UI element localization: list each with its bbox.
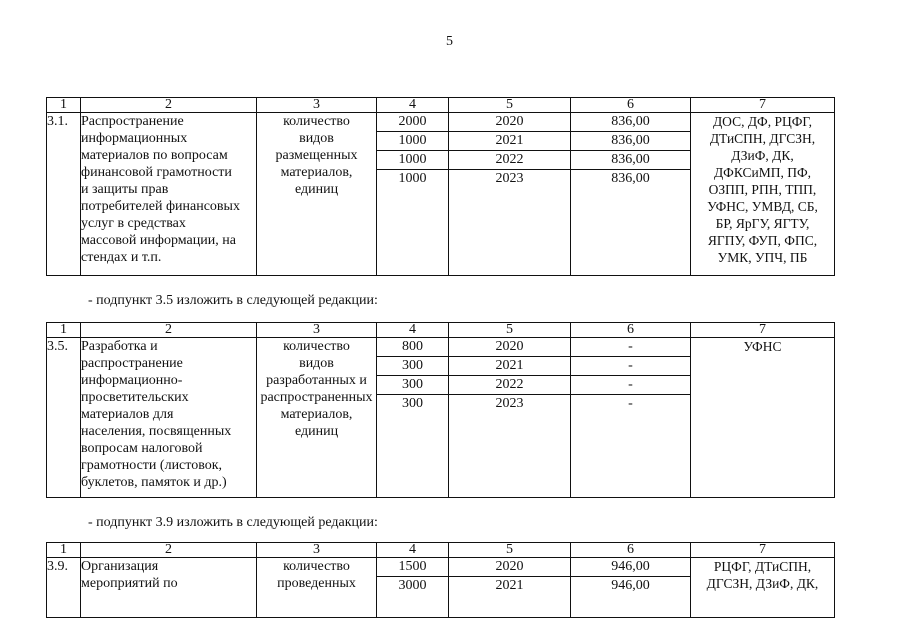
indicator-unit-line: единиц <box>294 424 339 439</box>
indicator-unit-line: видов <box>299 131 334 146</box>
responsible-executors <box>691 113 835 276</box>
responsible-line: УМК, УПЧ, ПБ <box>717 250 808 265</box>
indicator-unit-line: количество <box>283 339 350 354</box>
item-name-line: распространение <box>81 356 183 371</box>
column-number-cell: 6 <box>571 543 691 558</box>
value-sum: 946,00 <box>571 558 690 577</box>
value-list <box>377 338 448 413</box>
column-number-cell: 5 <box>449 323 571 338</box>
value-qty: 2000 <box>377 113 448 132</box>
responsible-line: УФНС, УМВД, СБ, <box>707 199 818 214</box>
item-name-line: потребителей финансовых <box>81 199 240 214</box>
item-name-line: и защиты прав <box>81 182 169 197</box>
indicator-unit-line: разработанных и <box>266 373 367 388</box>
value-sum: 836,00 <box>571 132 690 151</box>
indicator-unit-line: видов <box>299 356 334 371</box>
indicator-unit-line: материалов, <box>280 165 353 180</box>
item-name-line: массовой информации, на <box>81 233 236 248</box>
item-name <box>81 338 257 498</box>
responsible-line: ОЗПП, РПН, ТПП, <box>708 182 817 197</box>
item-name-line: информационно- <box>81 373 183 388</box>
value-year: 2020 <box>449 338 570 357</box>
item-name-line: финансовой грамотности <box>81 165 232 180</box>
value-list <box>377 113 448 188</box>
value-year: 2021 <box>449 132 570 151</box>
value-column-year <box>449 113 571 276</box>
column-number-cell: 1 <box>47 98 81 113</box>
responsible-line: ДТиСПН, ДГСЗН, <box>709 131 816 146</box>
value-column-sum <box>571 338 691 498</box>
value-sum: 946,00 <box>611 578 650 593</box>
plan-table <box>46 542 835 618</box>
column-number-cell: 5 <box>449 543 571 558</box>
item-name-line: Разработка и <box>81 339 158 354</box>
value-list <box>377 558 448 595</box>
item-name-line: буклетов, памяток и др.) <box>81 475 227 490</box>
value-year: 2022 <box>449 151 570 170</box>
value-qty: 1000 <box>398 171 427 186</box>
column-number-cell: 7 <box>691 323 835 338</box>
item-name-line: Распространение <box>81 114 184 129</box>
value-year: 2022 <box>449 376 570 395</box>
value-list <box>449 113 570 188</box>
indicator-unit-line: проведенных <box>277 576 356 591</box>
responsible-line: БР, ЯрГУ, ЯГТУ, <box>715 216 810 231</box>
indicator-unit-line: размещенных <box>275 148 358 163</box>
value-year: 2021 <box>449 357 570 376</box>
value-column-qty <box>377 113 449 276</box>
value-sum: 836,00 <box>611 171 650 186</box>
value-qty: 300 <box>402 396 423 411</box>
column-number-cell: 4 <box>377 323 449 338</box>
value-qty: 1000 <box>377 151 448 170</box>
indicator-unit-line: материалов, <box>280 407 353 422</box>
item-name-line: материалов по вопросам <box>81 148 228 163</box>
indicator-unit-line: распространенных <box>260 390 373 405</box>
responsible-line: ДФКСиМП, ПФ, <box>713 165 812 180</box>
value-qty: 1000 <box>377 132 448 151</box>
item-name-line: просветительских <box>81 390 189 405</box>
value-year: 2023 <box>495 171 524 186</box>
value-column-qty <box>377 338 449 498</box>
column-number-cell: 2 <box>81 543 257 558</box>
indicator-unit <box>257 113 377 276</box>
table-row <box>47 558 835 618</box>
plan-table <box>46 322 835 498</box>
column-number-cell: 6 <box>571 98 691 113</box>
column-number-cell: 6 <box>571 323 691 338</box>
responsible-line: РЦФГ, ДТиСПН, <box>713 559 812 574</box>
item-name-line: грамотности (листовок, <box>81 458 223 473</box>
column-number-cell: 5 <box>449 98 571 113</box>
column-number-cell: 3 <box>257 543 377 558</box>
item-name <box>81 558 257 618</box>
item-name-line: информационных <box>81 131 188 146</box>
column-number-cell: 2 <box>81 98 257 113</box>
value-qty: 300 <box>377 376 448 395</box>
column-number-cell: 4 <box>377 98 449 113</box>
value-qty: 1500 <box>377 558 448 577</box>
value-list <box>449 558 570 595</box>
table-row <box>47 113 835 276</box>
value-sum: - <box>571 338 690 357</box>
item-name-line: стендах и т.п. <box>81 250 162 265</box>
value-sum: 836,00 <box>571 151 690 170</box>
value-year: 2020 <box>449 558 570 577</box>
amendment-note: - подпункт 3.5 изложить в следующей редакции: <box>88 293 378 308</box>
value-year: 2020 <box>449 113 570 132</box>
responsible-executors <box>691 558 835 618</box>
value-sum: - <box>571 376 690 395</box>
column-number-cell: 2 <box>81 323 257 338</box>
value-column-year <box>449 338 571 498</box>
indicator-unit <box>257 558 377 618</box>
indicator-unit-line: количество <box>283 559 350 574</box>
value-year: 2023 <box>495 396 524 411</box>
value-qty: 3000 <box>398 578 427 593</box>
item-name-line: Организация <box>81 559 159 574</box>
value-list <box>571 338 690 413</box>
value-qty: 800 <box>377 338 448 357</box>
indicator-unit-line: количество <box>283 114 350 129</box>
plan-table <box>46 97 835 276</box>
column-number-cell: 1 <box>47 543 81 558</box>
item-number: 3.9. <box>47 558 81 618</box>
item-name-line: населения, посвященных <box>81 424 232 439</box>
value-list <box>571 113 690 188</box>
column-number-cell: 1 <box>47 323 81 338</box>
column-number-cell: 7 <box>691 98 835 113</box>
value-column-qty <box>377 558 449 618</box>
page-number: 5 <box>446 34 453 49</box>
indicator-unit <box>257 338 377 498</box>
responsible-executors <box>691 338 835 498</box>
item-name <box>81 113 257 276</box>
column-number-cell: 3 <box>257 98 377 113</box>
item-number: 3.5. <box>47 338 81 498</box>
item-number: 3.1. <box>47 113 81 276</box>
table-header-row <box>47 323 835 338</box>
value-sum: 836,00 <box>571 113 690 132</box>
value-sum: - <box>571 357 690 376</box>
amendment-note: - подпункт 3.9 изложить в следующей редакции: <box>88 515 378 530</box>
value-sum: - <box>628 396 633 411</box>
value-column-sum <box>571 113 691 276</box>
column-number-cell: 7 <box>691 543 835 558</box>
indicator-unit-line: единиц <box>294 182 339 197</box>
table-row <box>47 338 835 498</box>
table-header-row <box>47 98 835 113</box>
column-number-cell: 3 <box>257 323 377 338</box>
item-name-line: мероприятий по <box>81 576 178 591</box>
item-name-line: материалов для <box>81 407 174 422</box>
column-number-cell: 4 <box>377 543 449 558</box>
responsible-line: ДОС, ДФ, РЦФГ, <box>712 114 813 129</box>
value-column-sum <box>571 558 691 618</box>
responsible-line: ЯГПУ, ФУП, ФПС, <box>707 233 818 248</box>
table-header-row <box>47 543 835 558</box>
value-list <box>571 558 690 595</box>
value-qty: 300 <box>377 357 448 376</box>
value-list <box>449 338 570 413</box>
responsible-line: ДГСЗН, ДЗиФ, ДК, <box>706 576 819 591</box>
responsible-line: УФНС <box>743 339 782 354</box>
value-column-year <box>449 558 571 618</box>
item-name-line: услуг в средствах <box>81 216 186 231</box>
value-year: 2021 <box>495 578 524 593</box>
item-name-line: вопросам налоговой <box>81 441 203 456</box>
responsible-line: ДЗиФ, ДК, <box>731 148 794 163</box>
